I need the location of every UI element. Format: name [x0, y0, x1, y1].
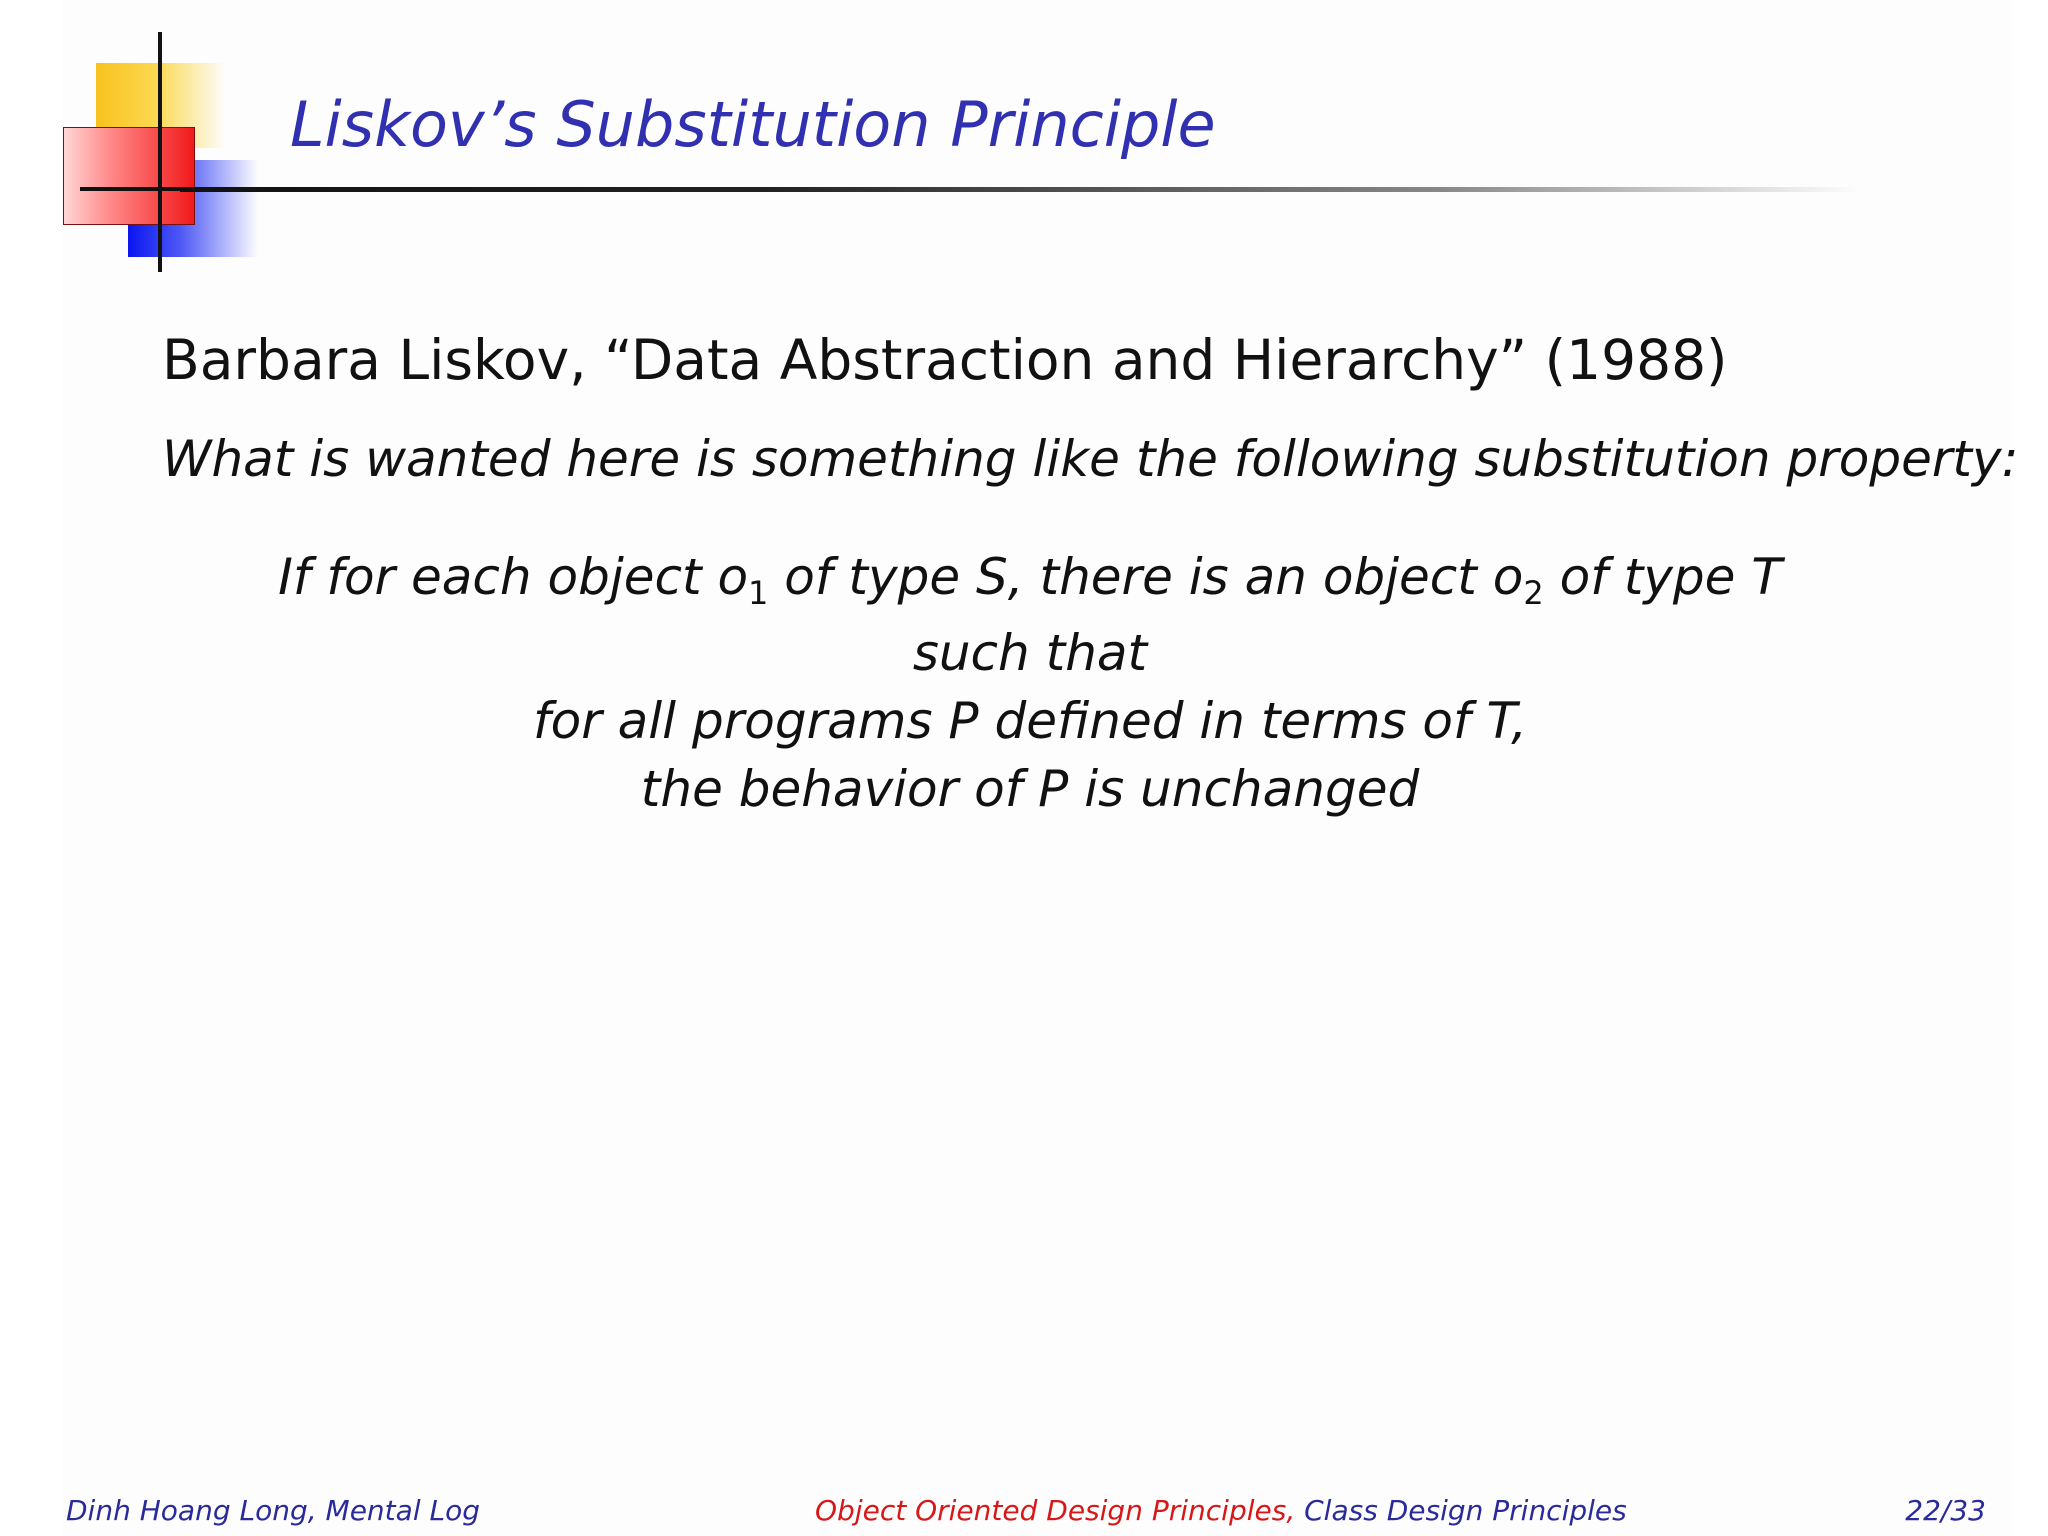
- substitution-quote: [150, 545, 1910, 825]
- quote-line-4: the behavior of P is unchanged: [640, 760, 1420, 818]
- quote-line-1-part-1: If for each object o: [278, 548, 749, 606]
- citation-text: Barbara Liskov, “Data Abstraction and Hierarchy” (1988): [162, 328, 1728, 392]
- footer-separator: ,: [1286, 1494, 1305, 1527]
- logo-vertical-line: [158, 32, 162, 272]
- footer-author: Dinh Hoang Long, Mental Log: [66, 1494, 480, 1527]
- title-underline: [180, 187, 1860, 192]
- footer-section: [815, 1494, 1627, 1527]
- subscript-1: 1: [748, 574, 769, 612]
- quote-line-1: [150, 545, 1910, 621]
- quote-line-1-part-2: of type S, there is an object o: [768, 548, 1524, 606]
- quote-line-2: such that: [912, 624, 1148, 682]
- subscript-2: 2: [1523, 574, 1544, 612]
- footer-subsection-title[interactable]: Class Design Principles: [1304, 1494, 1627, 1527]
- slide-logo: [0, 0, 300, 290]
- quote-line-1-part-3: of type T: [1543, 548, 1782, 606]
- footer-page-number: 22/33: [1905, 1494, 1986, 1527]
- quote-line-3: for all programs P defined in terms of T,: [533, 692, 1527, 750]
- slide-title: Liskov’s Substitution Principle: [290, 88, 1216, 161]
- logo-red-square: [63, 127, 195, 225]
- intro-text: What is wanted here is something like the following substitution property:: [162, 430, 2019, 488]
- footer-section-title[interactable]: Object Oriented Design Principles: [815, 1494, 1287, 1527]
